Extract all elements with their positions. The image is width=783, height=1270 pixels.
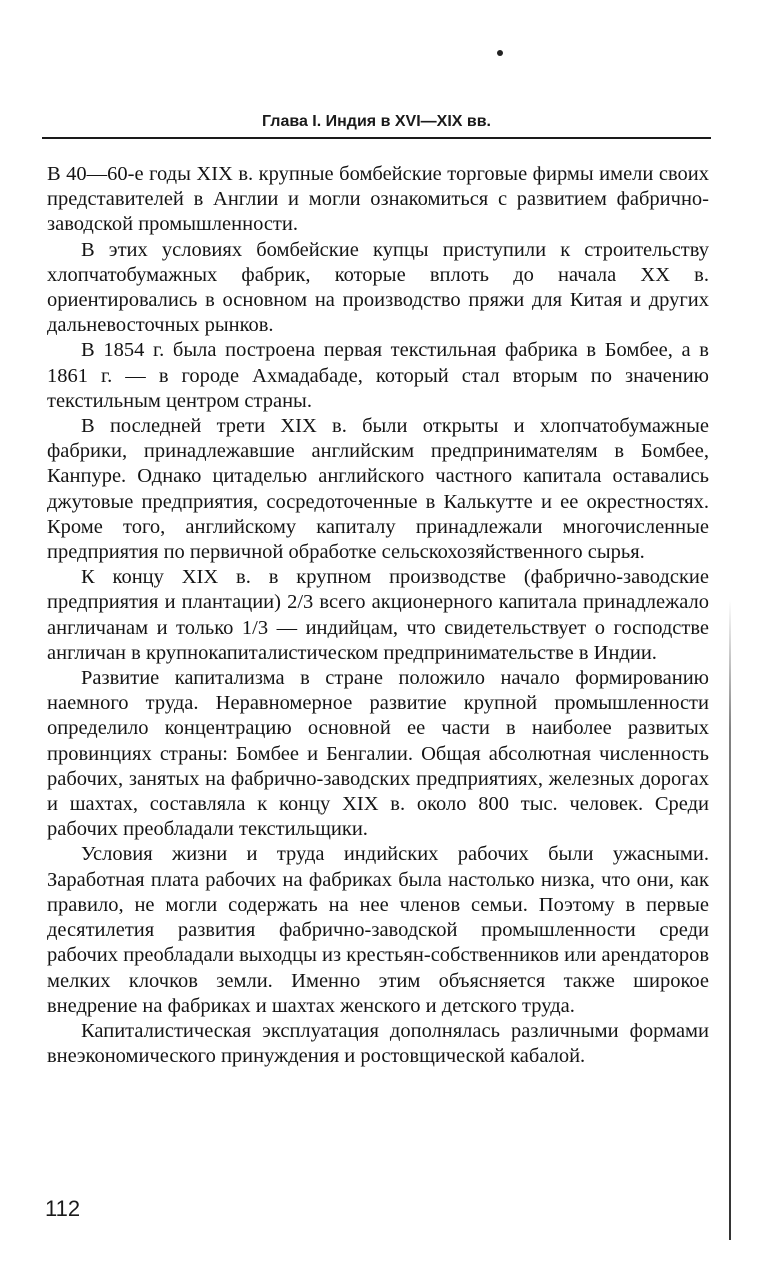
page-number: 112: [45, 1196, 81, 1221]
paragraph: В последней трети XIX в. были открыты и хлопчатобумажные фабрики, принадлежавшие английским предпринимателям в Бомбее, Канпуре. Однако цитаделью английского частного капитала оставались джутовые предприятия, сосредоточенные в Калькутте и ее окрестностях. Кроме того, английскому капиталу принадлежали многочисленные предприятия по первичной обработке сельскохозяйственного сырья.: [47, 415, 709, 564]
header-rule: [42, 137, 711, 139]
paragraph: Развитие капитализма в стране положило начало формированию наемного труда. Неравномерное развитие крупной промышленности определило концентрацию основной ее части в наиболее развитых провинциях страны: Бомбее и Бенгалии. Общая абсолютная численность рабочих, занятых на фабрично-заводских предприятиях, железных дорогах и шахтах, составляла к концу XIX в. около 800 тыс. человек. Среди рабочих преобладали текстильщики.: [47, 667, 709, 841]
paragraph: К концу XIX в. в крупном производстве (фабрично-заводские предприятия и плантации) 2/3 всего акционерного капитала принадлежало англичанам и только 1/3 — индийцам, что свидетельствует о господстве англичан в крупнокапиталистическом предпринимательстве в Индии.: [47, 566, 709, 664]
paragraph: В 40—60-е годы XIX в. крупные бомбейские торговые фирмы имели своих представителей в Англии и могли ознакомиться с развитием фабрично-заводской промышленности.: [47, 163, 709, 236]
print-speck: [497, 50, 503, 56]
main-text: [47, 162, 709, 1069]
paragraph: В 1854 г. была построена первая текстильная фабрика в Бомбее, а в 1861 г. — в городе Ахмадабаде, который стал вторым по значению текстильным центром страны.: [47, 339, 709, 412]
running-header: Глава I. Индия в XVI—XIX вв.: [262, 113, 491, 130]
page-edge-shadow: [729, 600, 731, 1240]
paragraph: Капиталистическая эксплуатация дополнялась различными формами внеэкономического принуждения и ростовщической кабалой.: [47, 1019, 709, 1068]
paragraph: Условия жизни и труда индийских рабочих были ужасными. Заработная плата рабочих на фабриках была настолько низка, что они, как правило, не могли содержать на нее членов семьи. Поэтому в первые десятилетия развития фабрично-заводской промышленности среди рабочих преобладали выходцы из крестьян-собственников или арендаторов мелких клочков земли. Именно этим объясняется также широкое внедрение на фабриках и шахтах женского и детского труда.: [47, 843, 709, 1017]
paragraph: В этих условиях бомбейские купцы приступили к строительству хлопчатобумажных фабрик, которые вплоть до начала XX в. ориентировались в основном на производство пряжи для Китая и других дальневосточных рынков.: [47, 238, 709, 337]
